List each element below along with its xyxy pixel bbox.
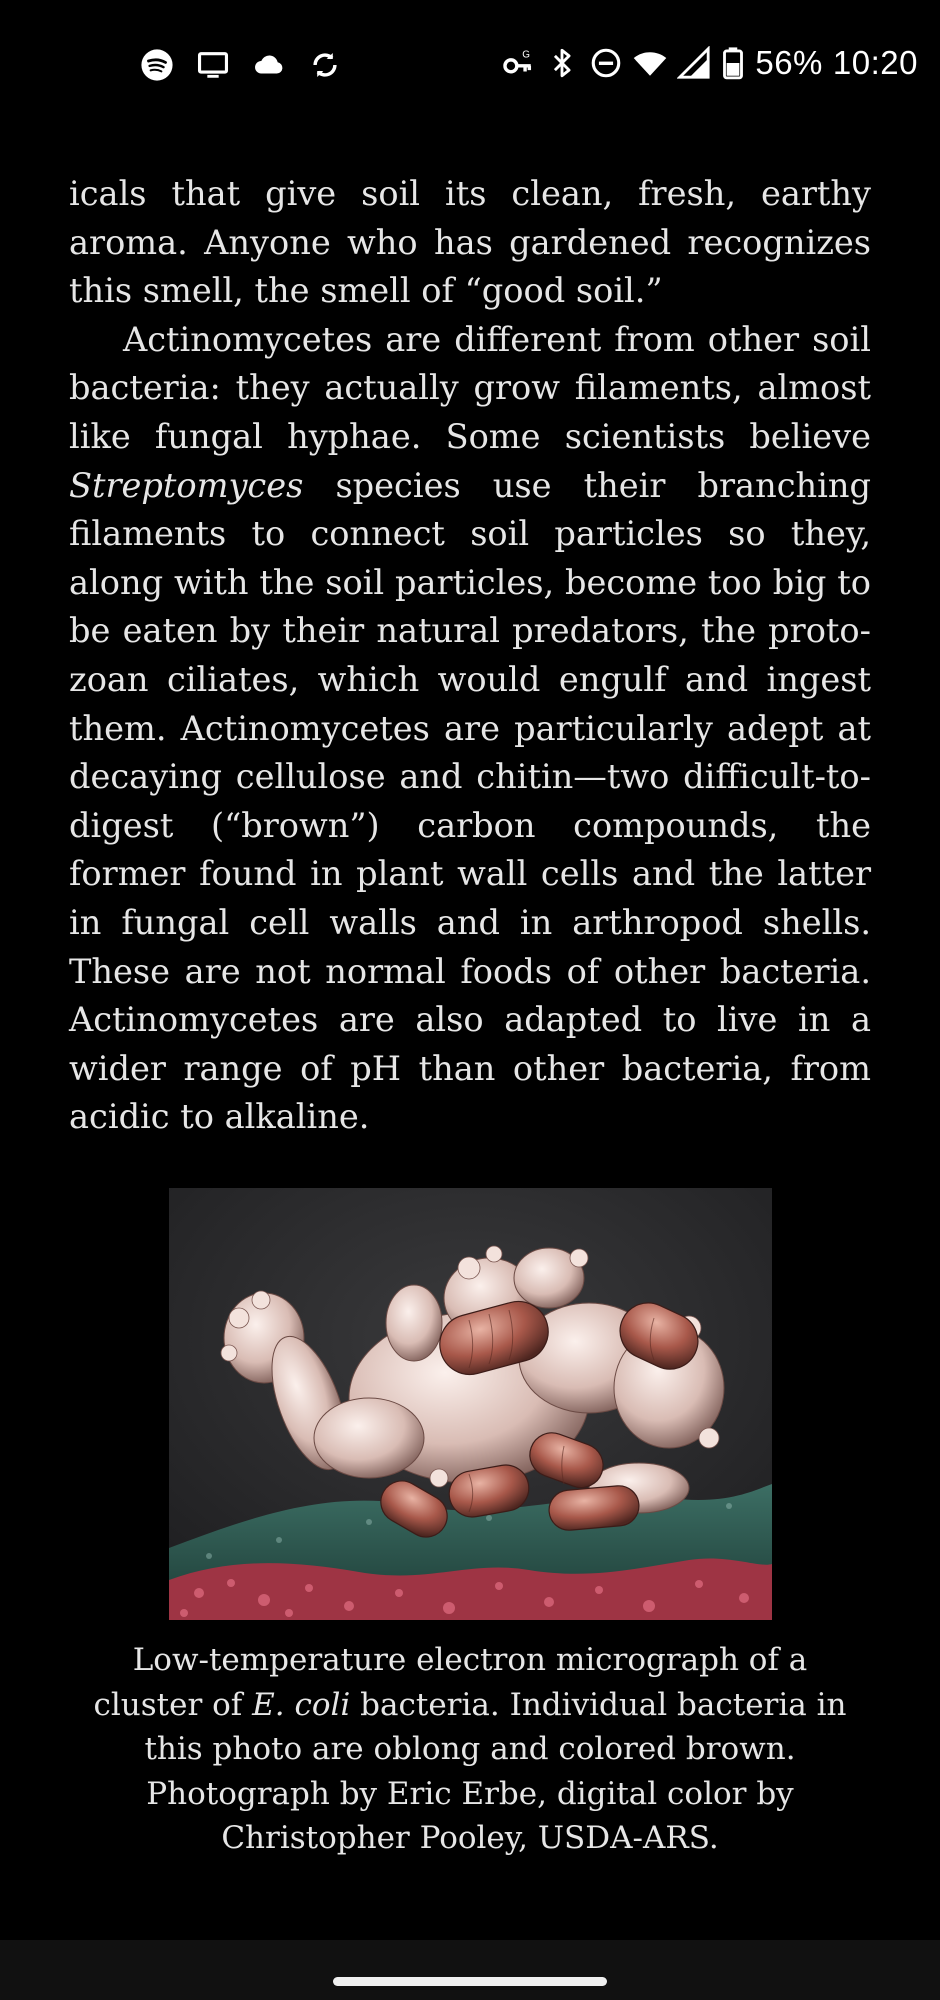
- svg-text:G: G: [522, 49, 531, 61]
- micrograph-image: [169, 1188, 772, 1620]
- cellular-signal-icon: [677, 46, 711, 80]
- spotify-icon: [140, 48, 174, 82]
- caption-text: Low-temperature electron micrograph of a cluster of: [93, 1642, 808, 1723]
- notification-icons: [140, 48, 342, 82]
- home-gesture-handle[interactable]: [333, 1977, 607, 1986]
- wifi-icon: [633, 46, 667, 80]
- caption-species: E. coli: [252, 1686, 351, 1723]
- vpn-key-icon: [501, 46, 535, 80]
- system-indicators: [501, 44, 918, 82]
- cast-screen-icon: [196, 48, 230, 82]
- bluetooth-icon: [545, 46, 579, 80]
- navigation-bar: [0, 1940, 940, 2000]
- cloud-icon: [252, 48, 286, 82]
- battery-percentage: 56%: [755, 44, 823, 81]
- figure-caption: [90, 1638, 850, 1861]
- paragraph-text: species use their branching filaments to connect soil particles so they, along with the soil particles, become too big to be eaten by their natural predators, the protozoan ciliates, which would engulf and ingest them. Actinomycetes are particularly adept at decaying cellulose and chitin—two difficult-to-digest (“brown”) carbon compounds, the former found in plant wall cells and the latter in fungal cell walls and in arthropod shells. These are not normal foods of other bacteria. Actinomycetes are also adapted to live in a wider range of pH than other bacteria, from acidic to alkaline.: [69, 465, 871, 1137]
- paragraph-text: Actinomycetes are different from other soil bacteria: they actually grow filaments, almost like fungal hyphae. Some scientists believe: [69, 319, 871, 456]
- paragraph: [69, 316, 871, 1142]
- clock: 10:20: [832, 44, 918, 81]
- paragraph: [69, 170, 871, 316]
- caption-text: bacteria. Individual bacteria in this photo are oblong and colored brown. Photograph by Eric Erbe, digital color by Christopher Pooley, USDA-ARS.: [144, 1686, 847, 1856]
- sync-icon: [308, 48, 342, 82]
- status-bar: [0, 0, 940, 130]
- paragraph-text: icals that give soil its clean, fresh, earthy aroma. Anyone who has gardened recognizes this smell, the smell of “good soil.”: [69, 174, 871, 311]
- book-page[interactable]: [69, 170, 871, 1142]
- do-not-disturb-icon: [589, 46, 623, 80]
- battery-icon: [721, 46, 745, 80]
- species-name: Streptomyces: [69, 465, 304, 505]
